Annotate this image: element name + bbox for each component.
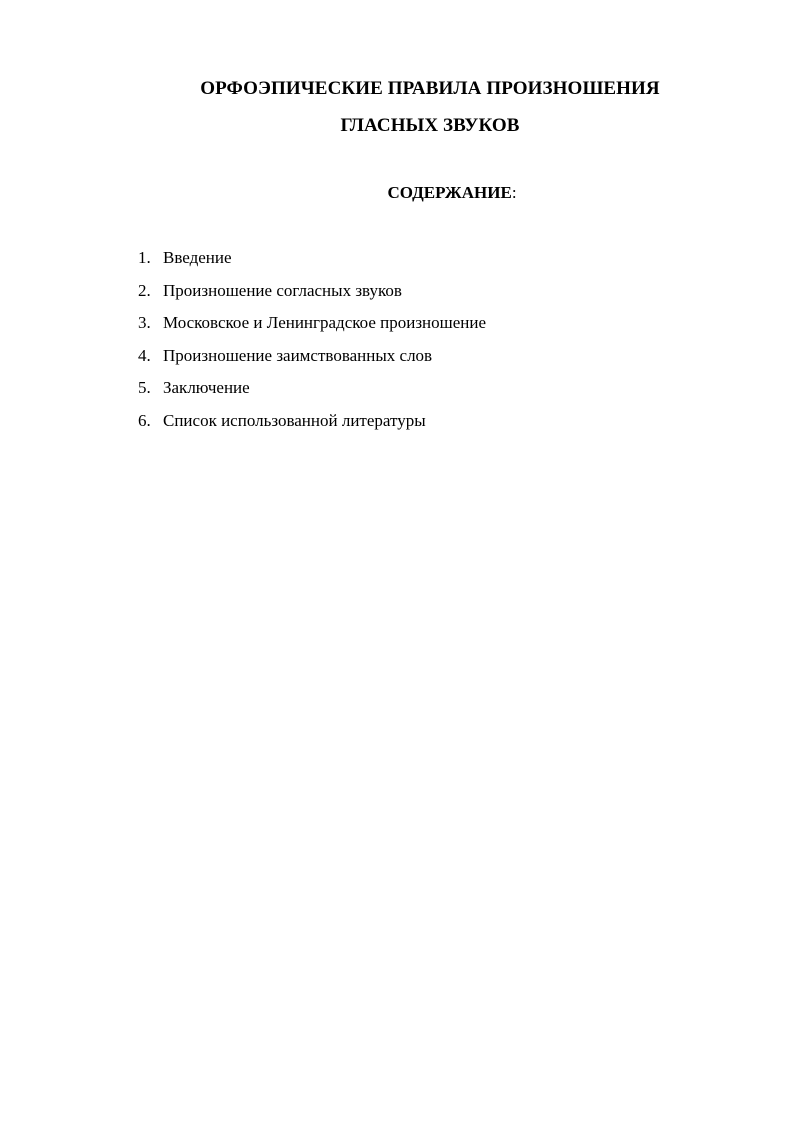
toc-item-label: Заключение xyxy=(163,378,250,397)
table-of-contents xyxy=(138,246,486,441)
toc-item xyxy=(138,344,486,377)
toc-item-label: Произношение согласных звуков xyxy=(163,280,402,300)
toc-item-label: Список использованной литературы xyxy=(163,410,426,430)
toc-item-number: 2. xyxy=(138,280,151,300)
toc-item-label: Введение xyxy=(163,248,232,267)
document-title-line-2: ГЛАСНЫХ ЗВУКОВ xyxy=(340,115,520,136)
toc-item-number: 1. xyxy=(138,248,151,267)
toc-item xyxy=(138,409,486,442)
toc-item xyxy=(138,311,486,344)
contents-heading-colon: : xyxy=(511,183,517,202)
toc-item-number: 6. xyxy=(138,410,151,430)
toc-item xyxy=(138,246,486,279)
toc-item-number: 4. xyxy=(138,345,151,365)
contents-heading-text: СОДЕРЖАНИЕ xyxy=(387,183,512,202)
contents-heading xyxy=(0,181,800,205)
toc-item xyxy=(138,376,486,409)
toc-item-label: Московское и Ленинградское произношение xyxy=(163,313,487,332)
toc-item-label: Произношение заимствованных слов xyxy=(163,345,433,365)
toc-item-number: 5. xyxy=(138,378,151,397)
toc-item-number: 3. xyxy=(138,313,151,332)
toc-item xyxy=(138,279,486,312)
document-title-line-1: ОРФОЭПИЧЕСКИЕ ПРАВИЛА ПРОИЗНОШЕНИЯ xyxy=(200,78,660,99)
